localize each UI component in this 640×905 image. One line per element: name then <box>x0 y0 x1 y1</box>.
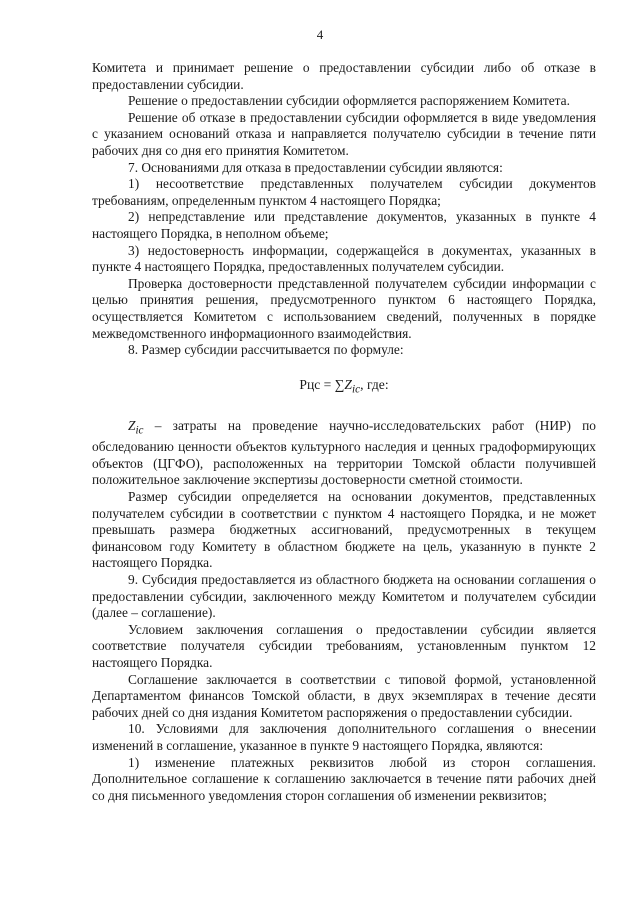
paragraph: Соглашение заключается в соответствии с типовой формой, установленной Департаментом финансов Томской области, в двух экземплярах в течение десяти рабочих дней со дня издания Комитетом распоряжения о предоставлении субсидии. <box>92 671 596 720</box>
formula-suffix: , где: <box>360 376 389 392</box>
paragraph: 9. Субсидия предоставляется из областного бюджета на основании соглашения о предоставлении субсидии, заключенного между Комитетом и получателем субсидии (далее – соглашение). <box>92 572 596 621</box>
paragraph: 2) непредставление или представление документов, указанных в пункте 4 настоящего Порядка, в неполном объеме; <box>92 209 596 241</box>
definition-subscript: ic <box>135 424 144 437</box>
definition-symbol: Z <box>128 418 136 433</box>
paragraph: Условием заключения соглашения о предоставлении субсидии является соответствие получателя субсидии требованиям, установленным пунктом 12 настоящего Порядка. <box>92 621 596 670</box>
document-body <box>92 60 596 804</box>
formula-definition <box>92 418 596 489</box>
paragraph: 10. Условиями для заключения дополнительного соглашения о внесении изменений в соглашение, указанное в пункте 9 настоящего Порядка, являются: <box>92 721 596 753</box>
paragraph: 7. Основаниями для отказа в предоставлении субсидии являются: <box>128 159 503 175</box>
top-section <box>92 60 596 359</box>
paragraph: 3) недостоверность информации, содержащейся в документах, указанных в пункте 4 настоящего Порядка, предоставленных получателем субсидии. <box>92 242 596 275</box>
paragraph: Решение о предоставлении субсидии оформляется распоряжением Комитета. <box>128 93 570 109</box>
paragraph: 1) несоответствие представленных получателем субсидии документов требованиям, определенным пунктом 4 настоящего Порядка; <box>92 176 596 208</box>
subsidy-formula <box>92 377 596 398</box>
formula-symbol: Z <box>344 376 352 392</box>
paragraph: 1) изменение платежных реквизитов любой из сторон соглашения. Дополнительное соглашение к соглашению заключается в течение пяти рабочих дней со дня письменного уведомления сторон соглашения об изменении реквизитов; <box>92 754 596 803</box>
formula-lhs: Рцс = ∑ <box>299 376 345 392</box>
definition-text: – затраты на проведение научно-исследовательских работ (НИР) по обследованию ценности объектов культурного наследия и ценных градоформирующих объектов (ЦГФО), расположенных на территории Томской области получившей положительное заключение экспертизы достоверности сметной стоимости. <box>92 418 596 488</box>
bottom-section <box>92 489 596 804</box>
paragraph: Решение об отказе в предоставлении субсидии оформляется в виде уведомления с указанием оснований отказа и направляется получателю субсидии в течение пяти рабочих дня со дня его принятия Комитетом. <box>92 109 596 158</box>
paragraph: 8. Размер субсидии рассчитывается по формуле: <box>128 342 404 358</box>
paragraph: Размер субсидии определяется на основании документов, представленных получателем субсидии в соответствии с пунктом 4 настоящего Порядка, и не может превышать размера бюджетных ассигнований, предусмотренных в текущем финансовом году Комитету в областном бюджете на цель, указанную в пункте 2 настоящего Порядка. <box>92 489 596 571</box>
paragraph: Комитета и принимает решение о предоставлении субсидии либо об отказе в предоставлении субсидии. <box>92 60 596 92</box>
formula-subscript: ic <box>351 383 361 396</box>
paragraph: Проверка достоверности представленной получателем субсидии информации с целью принятия решения, предусмотренного пунктом 6 настоящего Порядка, осуществляется Комитетом с использованием сведений, полученных в порядке межведомственного информационного взаимодействия. <box>92 275 596 341</box>
page-number: 4 <box>316 27 324 42</box>
